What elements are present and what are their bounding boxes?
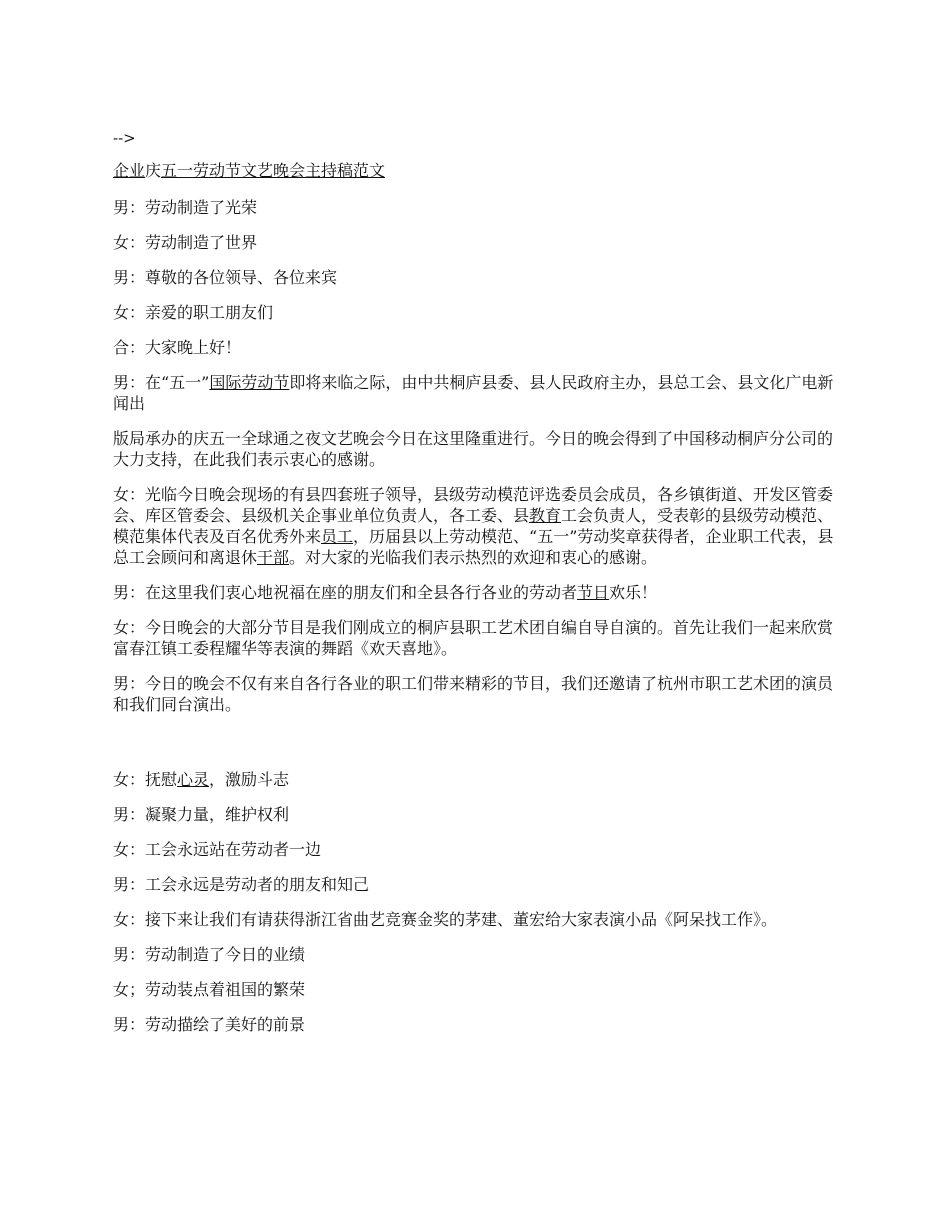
- line-male-4: 男：工会永远是劳动者的朋友和知己: [113, 875, 370, 894]
- link-holiday[interactable]: 节日: [577, 583, 610, 602]
- spacer: [113, 729, 840, 769]
- paragraph-text: 欢乐！: [609, 583, 658, 602]
- paragraph-text: 。对大家的光临我们表示热烈的欢迎和衷心的感谢。: [289, 548, 658, 567]
- paragraph-text: 男：在“五一”: [113, 373, 210, 392]
- line-male-3: 男：凝聚力量，维护权利: [113, 805, 290, 824]
- link-education[interactable]: 教育: [529, 506, 562, 525]
- paragraph-blessing: [113, 582, 840, 603]
- line-male-6: 男：劳动描绘了美好的前景: [113, 1015, 306, 1034]
- page-title: [113, 160, 840, 181]
- paragraph-text: ，历届县以上劳动模范、“五一”劳动奖章获得者，企业职工代表，县总工会顾问和离退休: [113, 527, 834, 567]
- paragraph-program: 女：今日晚会的大部分节目是我们刚成立的桐庐县职工艺术团自编自导自演的。首先让我们一起来欣赏富春江镇工委程耀华等表演的舞蹈《欢天喜地》。: [113, 618, 834, 658]
- paragraph-guests: [113, 484, 840, 568]
- paragraph-text: 男：在这里我们衷心地祝福在座的朋友们和全县各行各业的劳动者: [113, 583, 578, 602]
- document-body: [113, 160, 840, 1049]
- paragraph-text: 工会负责人，受表彰的县级劳动模范、模范集体代表及百名优秀外来: [113, 506, 834, 546]
- line-male-5: 男：劳动制造了今日的业绩: [113, 945, 306, 964]
- line-male-1: 男：劳动制造了光荣: [113, 198, 258, 217]
- stray-comment-text: -->: [113, 129, 136, 147]
- paragraph-sponsor: 版局承办的庆五一全球通之夜文艺晚会今日在这里隆重进行。今日的晚会得到了中国移动桐庐分公司的大力支持，在此我们表示衷心的感谢。: [113, 429, 834, 469]
- line-female-1: 女：劳动制造了世界: [113, 233, 258, 252]
- paragraph-text: 即将来临之际，由中共桐庐县委、县人民政府主办，县总工会、县文化广电新闻出: [113, 373, 834, 413]
- line-female-4: 女；劳动装点着祖国的繁荣: [113, 980, 306, 999]
- title-link-1[interactable]: 企业: [113, 161, 146, 180]
- paragraph-text: ，激励斗志: [209, 770, 290, 789]
- link-cadres[interactable]: 干部: [257, 548, 290, 567]
- line-comfort: [113, 769, 840, 790]
- paragraph-text: 女：抚慰: [113, 770, 178, 789]
- title-link-2[interactable]: 五一劳动节文艺晚会主持稿范文: [161, 161, 386, 180]
- paragraph-sketch: 女：接下来让我们有请获得浙江省曲艺竞赛金奖的茅建、董宏给大家表演小品《阿呆找工作》。: [113, 910, 778, 929]
- line-female-3: 女：工会永远站在劳动者一边: [113, 840, 322, 859]
- paragraph-text: 女：光临今日晚会现场的有县四套班子领导，县级劳动模范评选委员会成员，各乡镇街道、开发区管委会、库区管委会、县级机关企事业单位负责人，各工委、县: [113, 485, 834, 525]
- line-together-1: 合：大家晚上好！: [113, 338, 242, 357]
- title-text: 庆: [145, 161, 162, 180]
- line-female-2: 女：亲爱的职工朋友们: [113, 303, 274, 322]
- link-labor-day[interactable]: 国际劳动节: [209, 373, 290, 392]
- link-heart[interactable]: 心灵: [177, 770, 210, 789]
- line-male-2: 男：尊敬的各位领导、各位来宾: [113, 268, 338, 287]
- paragraph-guest-troupe: 男：今日的晚会不仅有来自各行各业的职工们带来精彩的节目，我们还邀请了杭州市职工艺术团的演员和我们同台演出。: [113, 674, 834, 714]
- paragraph-opening: [113, 372, 840, 414]
- link-employees[interactable]: 员工: [321, 527, 354, 546]
